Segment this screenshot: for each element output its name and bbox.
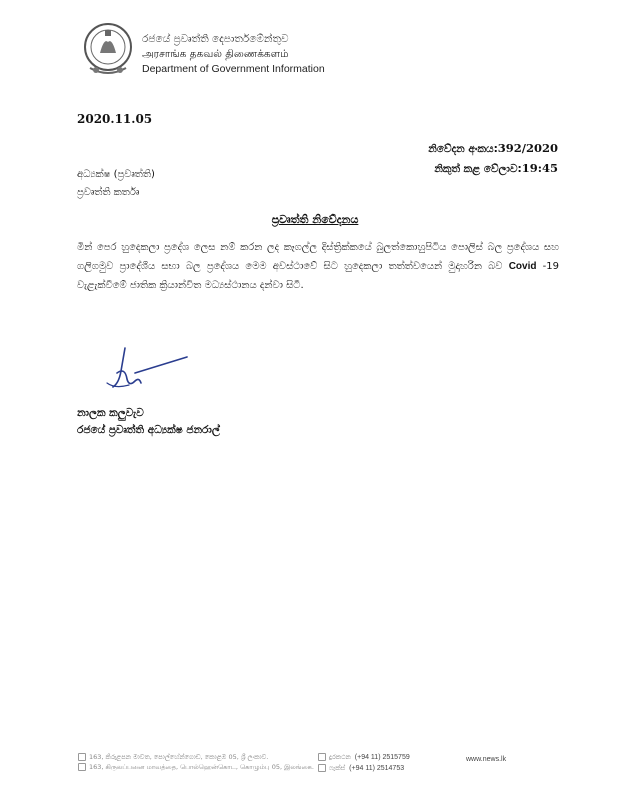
footer-address <box>78 752 314 772</box>
release-reference <box>428 139 558 179</box>
body-paragraph <box>77 238 559 295</box>
location-icon <box>78 753 86 761</box>
release-time-row <box>428 159 558 179</box>
footer-phone: දුරකථන (+94 11) 2515759 <box>318 752 410 763</box>
fax-icon <box>318 764 326 772</box>
location-icon <box>78 763 86 771</box>
signatory-name: නාලක කලුවැව <box>77 407 144 419</box>
footer-contact <box>318 752 410 774</box>
release-number-row <box>428 139 558 159</box>
letterhead <box>82 20 382 82</box>
footer-website: www.news.lk <box>466 756 507 763</box>
body-covid-term: Covid <box>508 261 537 272</box>
addressee <box>77 166 155 202</box>
letter-footer <box>0 748 630 791</box>
release-date: 2020.11.05 <box>77 112 153 126</box>
national-emblem-icon <box>82 20 134 78</box>
phone-icon <box>318 753 326 761</box>
department-name-tamil: அரசாங்க தகவல் திணைக்களம் <box>142 48 289 60</box>
release-time-label: නිකුත් කළ වේලාව: <box>434 163 522 175</box>
release-time-value: 19:45 <box>521 161 558 175</box>
addressee-line-2: ප්‍රවෘත්ති කර්තෘ <box>77 187 140 198</box>
heading-text: ප්‍රවෘත්ති නිවේදනය <box>271 213 359 226</box>
department-name-english: Department of Government Information <box>142 63 325 75</box>
footer-fax: ෆැක්ස් (+94 11) 2514753 <box>318 763 410 774</box>
footer-address-line-2: 163, கிருலப்பனை மாவத்தை, பொல்ஹென்கொட, கொழும்பு 05, இலங்கை. <box>78 762 314 772</box>
handwritten-signature <box>95 343 205 398</box>
signatory-block <box>77 405 220 439</box>
addressee-line-1: අධ්‍යක්ෂ (ප්‍රවෘත්ති) <box>77 169 155 180</box>
body-text-part-1: මින් පෙර හුදෙකලා ප්‍රදේශ ලෙස නම් කරන ලද කෑගල්ල දිස්ත්‍රික්කයේ බුලත්කොහුපිටිය පොලිස් බල ප්‍රදේශය සහ ගලිගමුව ප්‍රාදේශීය සභා බල ප්‍රදේශය මෙම අවස්ථාවේ සිට හුදෙකලා තත්ත්වයෙන් මුදාහරින බව <box>77 242 559 272</box>
signatory-title: රජයේ ප්‍රවෘත්ති අධ්‍යක්ෂ ජනරාල් <box>77 424 220 436</box>
document-heading <box>0 208 630 227</box>
body-text-part-2: -19 වැළැක්වීමේ ජාතික ක්‍රියාන්විත මධ්‍යස්ථානය දන්වා සිටී. <box>77 261 559 291</box>
release-number-label: නිවේදන අංකය: <box>428 143 498 155</box>
department-name-sinhala: රජයේ ප්‍රවෘත්ති දෙපාර්තමේන්තුව <box>142 33 289 45</box>
release-number-value: 392/2020 <box>497 141 558 155</box>
footer-address-line-1: 163, කිරුළපන මාවත, පොල්හේන්ගොඩ, කොළඹ 05, ශ්‍රී ලංකාව. <box>78 752 314 762</box>
